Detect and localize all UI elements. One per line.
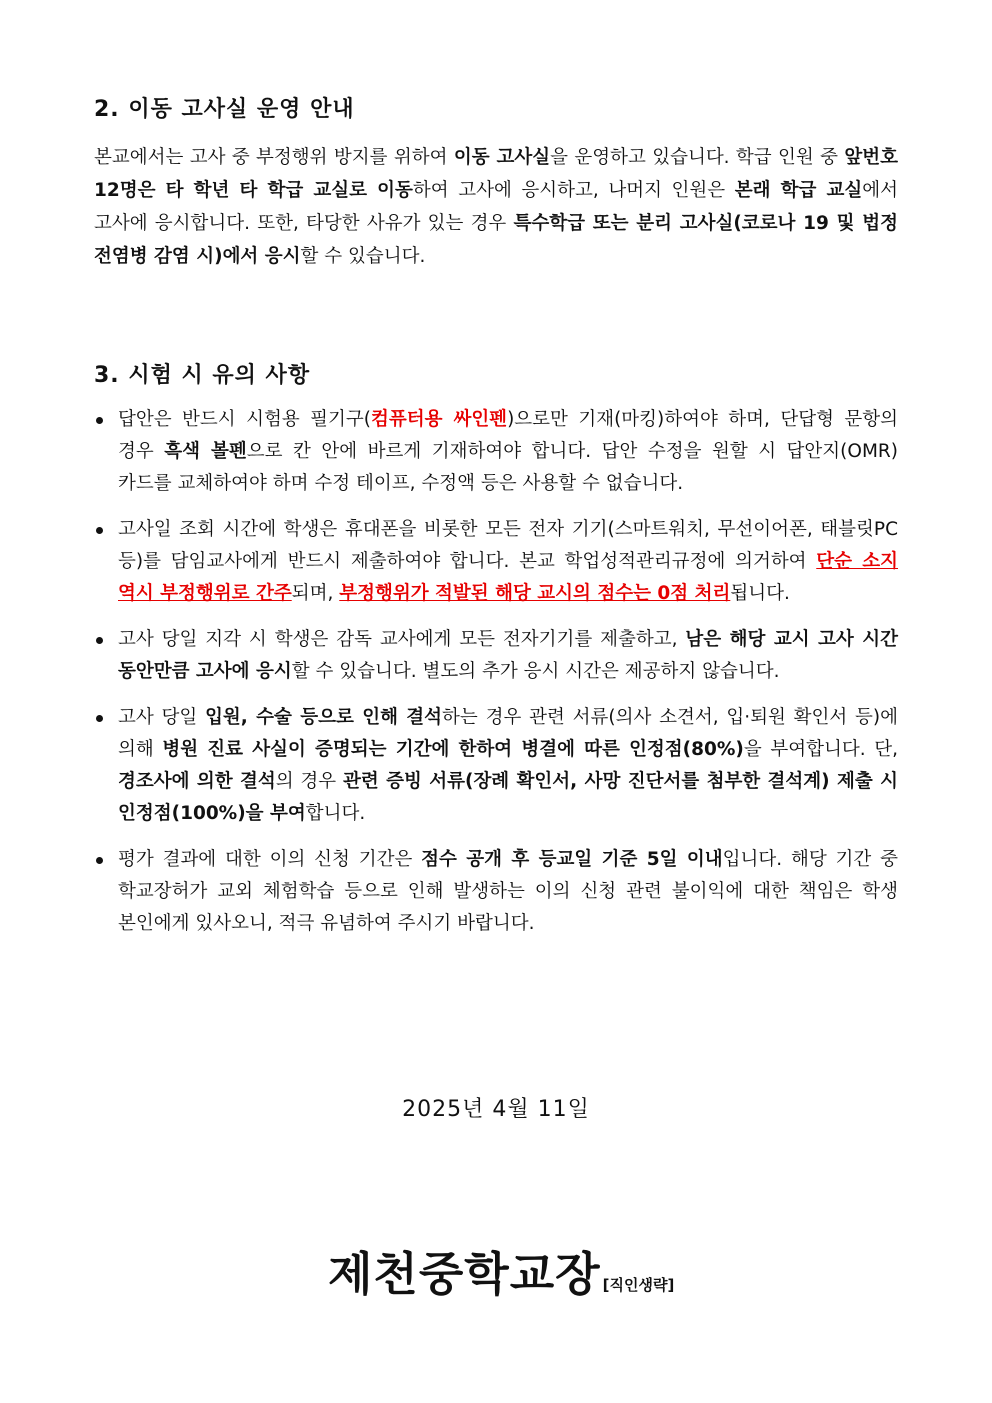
text: 하여 고사에 응시하고, 나머지 인원은 — [412, 180, 735, 201]
seal-omitted-note: [직인생략] — [602, 1276, 675, 1294]
emphasis: 입원, 수술 등으로 인해 결석 — [205, 707, 443, 728]
emphasis-red-underline: 부정행위가 적발된 해당 교시의 점수는 0점 처리 — [339, 583, 731, 604]
text: 됩니다. — [730, 583, 790, 604]
text: )으로만 기재(마킹)하여야 하며, 단답형 문항의 경우 — [118, 409, 898, 462]
emphasis: 점수 공개 후 등교일 기준 5일 이내 — [421, 849, 723, 870]
text: 고사 당일 지각 시 학생은 감독 교사에게 모든 전자기기를 제출하고, — [118, 629, 686, 650]
text: 할 수 있습니다. — [300, 246, 426, 267]
emphasis: 경조사에 의한 결석 — [118, 771, 276, 792]
notice-list — [94, 404, 898, 954]
text: 합니다. — [305, 803, 366, 824]
text: 되며, — [291, 583, 340, 604]
text: 평가 결과에 대한 이의 신청 기간은 — [118, 849, 422, 870]
text: 고사 당일 — [118, 707, 206, 728]
text: 답안은 반드시 시험용 필기구( — [118, 409, 371, 430]
emphasis: 흑색 볼펜 — [164, 441, 247, 462]
principal-title: 제천중학교장 — [328, 1247, 601, 1301]
emphasis: 병원 진료 사실이 증명되는 기간에 한하여 병결에 따른 인정점(80%) — [162, 739, 744, 760]
text: 하는 경우 관련 서류(의사 소견서, 입·퇴원 확인서 등)에 의해 — [118, 707, 899, 760]
section-2-paragraph — [94, 141, 898, 273]
text: 입니다. 해당 기간 중 학교장허가 교외 체험학습 등으로 인해 발생하는 이의 신청 관련 불이익에 대한 책임은 학생 본인에게 있사오니, 적극 유념하여 주시기 바랍니다. — [118, 849, 898, 934]
text: 으로 칸 안에 바르게 기재하여야 합니다. 답안 수정을 원할 시 답안지(OMR) 카드를 교체하여야 하며 수정 테이프, 수정액 등은 사용할 수 없습니다. — [118, 441, 898, 494]
notice-item-pen — [94, 404, 898, 500]
text: 을 부여합니다. 단, — [743, 739, 898, 760]
emphasis: 관련 증빙 서류(장례 확인서, 사망 진단서를 첨부한 결석계) 제출 시 인정점(100%)을 부여 — [118, 771, 899, 824]
notice-item-late — [94, 624, 898, 688]
section-3-heading: 3. 시험 시 유의 사항 — [94, 363, 311, 388]
notice-item-appeal — [94, 844, 898, 940]
text: 본교에서는 고사 중 부정행위 방지를 위하여 — [94, 147, 454, 168]
document-date: 2025년 4월 11일 — [402, 1097, 590, 1122]
text: 할 수 있습니다. 별도의 추가 응시 시간은 제공하지 않습니다. — [291, 661, 780, 682]
section-2-heading: 2. 이동 고사실 운영 안내 — [94, 97, 355, 122]
emphasis: 남은 해당 교시 고사 시간 동안만큼 고사에 응시 — [118, 629, 898, 682]
emphasis: 특수학급 또는 분리 고사실(코로나 19 및 법정 전염병 감염 시)에서 응시 — [94, 213, 898, 267]
emphasis: 본래 학급 교실 — [734, 180, 863, 201]
notice-item-absence — [94, 702, 898, 830]
emphasis-red-underline: 단순 소지 역시 부정행위로 간주 — [118, 551, 898, 604]
text: 고사일 조회 시간에 학생은 휴대폰을 비롯한 모든 전자 기기(스마트워치, 무선이어폰, 태블릿PC 등)를 담임교사에게 반드시 제출하여야 합니다. 본교 학업성적관리규정에 의거하여 — [118, 519, 898, 572]
text: 의 경우 — [275, 771, 343, 792]
text: 을 운영하고 있습니다. 학급 인원 중 — [550, 147, 845, 168]
emphasis: 이동 고사실 — [453, 147, 551, 168]
text: 에서 고사에 응시합니다. 또한, 타당한 사유가 있는 경우 — [94, 180, 899, 234]
emphasis: 앞번호 12명은 타 학년 타 학급 교실로 이동 — [94, 147, 898, 201]
signature-block — [328, 1238, 674, 1304]
emphasis-red: 컴퓨터용 싸인펜 — [370, 409, 508, 430]
notice-item-devices — [94, 514, 898, 610]
